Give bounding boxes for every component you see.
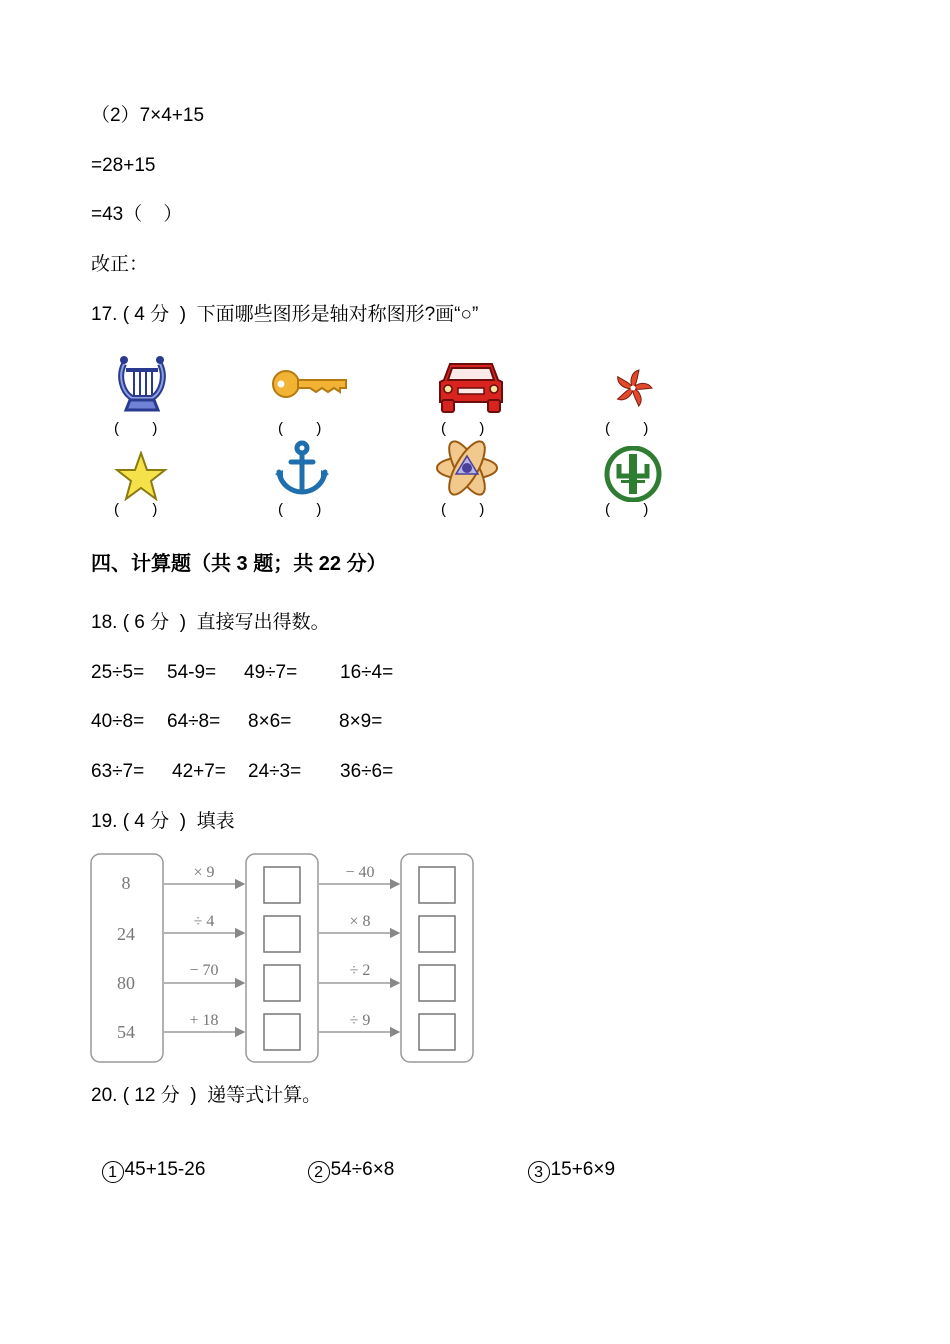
bank-logo-icon [603, 446, 663, 502]
operator-label: + 18 [189, 1012, 219, 1029]
q17-paren-bank-logo[interactable]: ( ) [605, 501, 649, 518]
operator-label: ÷ 2 [349, 962, 371, 979]
q18-cell: 64÷8= [167, 711, 221, 732]
q17-paren-car[interactable]: ( ) [441, 420, 485, 437]
input-value: 24 [117, 924, 135, 944]
answer-box[interactable] [419, 916, 455, 952]
q18-cell: 49÷7= [244, 662, 298, 683]
q18-cell: 40÷8= [91, 711, 145, 732]
q18-cell: 8×9= [339, 711, 383, 732]
answer-box[interactable] [264, 965, 300, 1001]
q20-item-3 [517, 1134, 615, 1183]
q17-paren-pinwheel[interactable]: ( ) [605, 420, 649, 437]
input-value: 54 [117, 1022, 135, 1042]
car-icon [436, 356, 506, 414]
operator-label: − 40 [345, 864, 375, 881]
section-4-heading: 四、计算题（共 3 题；共 22 分） [91, 553, 387, 575]
operator-label: × 8 [349, 913, 371, 930]
q20-item-1 [91, 1134, 205, 1183]
lyre-icon [114, 352, 170, 416]
circled-number: 2 [308, 1161, 330, 1183]
q16-fix-label: 改正： [91, 254, 149, 275]
q17-paren-key[interactable]: ( ) [278, 420, 322, 437]
q17-paren-atom[interactable]: ( ) [441, 501, 485, 518]
q20-title: 20. ( 12 分 ) 递等式计算。 [91, 1085, 322, 1106]
q19-fill-table [88, 851, 478, 1067]
q16-line-3: =43（ ） [91, 204, 183, 225]
q18-cell: 36÷6= [340, 761, 394, 782]
operator-label: − 70 [189, 962, 219, 979]
key-icon [270, 366, 350, 402]
operator-label: × 9 [193, 864, 215, 881]
q19-title: 19. ( 4 分 ) 填表 [91, 811, 235, 832]
expression: 15+6×9 [550, 1159, 616, 1180]
q16-line-1: （2）7×4+15 [91, 105, 205, 126]
operator-label: ÷ 4 [193, 913, 215, 930]
anchor-icon [273, 440, 331, 498]
q18-title: 18. ( 6 分 ) 直接写出得数。 [91, 612, 330, 633]
q20-item-2 [297, 1134, 394, 1183]
expression: 54÷6×8 [330, 1159, 395, 1180]
q18-cell: 54-9= [167, 662, 217, 683]
q18-cell: 16÷4= [340, 662, 394, 683]
circled-number: 3 [528, 1161, 550, 1183]
q18-cell: 8×6= [248, 711, 292, 732]
star-icon [114, 451, 168, 501]
input-value: 8 [121, 873, 131, 893]
q18-cell: 25÷5= [91, 662, 145, 683]
q18-cell: 63÷7= [91, 761, 145, 782]
answer-box[interactable] [264, 1014, 300, 1050]
answer-box[interactable] [264, 867, 300, 903]
arrows-1 [164, 884, 244, 1032]
pinwheel-icon [611, 366, 655, 410]
operator-label: ÷ 9 [349, 1012, 371, 1029]
arrows-2 [319, 884, 399, 1032]
answer-box[interactable] [419, 1014, 455, 1050]
q18-cell: 24÷3= [248, 761, 302, 782]
q17-paren-lyre[interactable]: ( ) [114, 420, 158, 437]
answer-box[interactable] [419, 965, 455, 1001]
q18-cell: 42+7= [172, 761, 226, 782]
expression: 45+15-26 [124, 1159, 206, 1180]
circled-number: 1 [102, 1161, 124, 1183]
answer-box[interactable] [419, 867, 455, 903]
q16-line-2: =28+15 [91, 155, 156, 176]
q17-paren-anchor[interactable]: ( ) [278, 501, 322, 518]
q17-title: 17. ( 4 分 ) 下面哪些图形是轴对称图形?画“○” [91, 304, 479, 325]
q17-paren-star[interactable]: ( ) [114, 501, 158, 518]
input-value: 80 [117, 973, 135, 993]
answer-box[interactable] [264, 916, 300, 952]
atom-icon [434, 438, 500, 498]
